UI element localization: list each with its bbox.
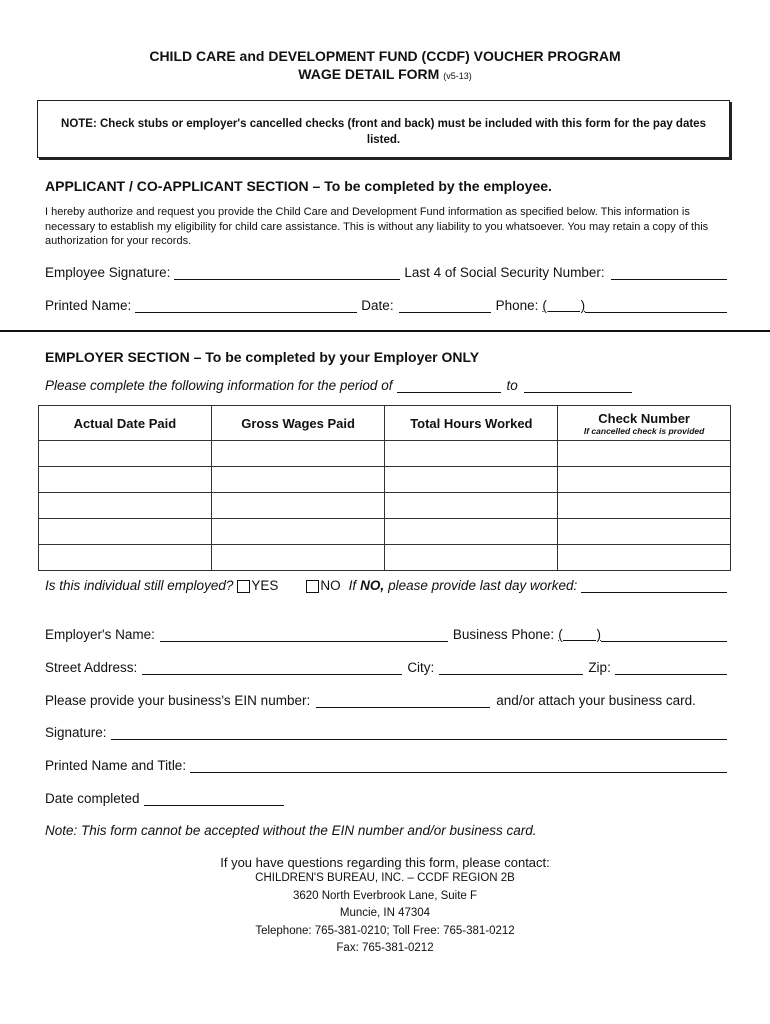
street-address-label: Street Address: [45,660,138,675]
ein-label: Please provide your business's EIN number: [45,693,311,708]
no-checkbox[interactable] [306,580,319,593]
printed-name-row [45,298,727,313]
table-cell[interactable] [385,467,558,493]
wage-table [38,405,731,571]
col-total-hours-worked: Total Hours Worked [385,406,558,441]
table-cell[interactable] [558,493,731,519]
col-check-number [558,406,731,441]
table-cell[interactable] [211,545,385,571]
table-row [39,545,731,571]
contact-org: CHILDREN'S BUREAU, INC. – CCDF REGION 2B [255,872,515,884]
contact-block [0,855,770,958]
table-cell[interactable] [385,441,558,467]
ein-row [45,693,727,708]
table-cell[interactable] [211,519,385,545]
phone-field[interactable] [585,298,727,313]
signature-field[interactable] [111,725,727,740]
table-cell[interactable] [558,467,731,493]
table-cell[interactable] [39,467,212,493]
wage-table-header [39,406,731,441]
period-end-field[interactable] [524,378,632,393]
form-title-line2: WAGE DETAIL FORM [298,66,440,82]
printed-name-title-label: Printed Name and Title: [45,758,187,773]
printed-name-title-row [45,758,727,773]
signature-row [45,725,727,740]
contact-telephone: Telephone: 765-381-0210; Toll Free: 765-381-0212 [255,924,515,937]
form-title [0,48,770,82]
employee-signature-label: Employee Signature: [45,265,171,280]
phone-area-code[interactable]: ( ) [542,298,586,313]
table-cell[interactable] [558,441,731,467]
date-completed-field[interactable] [144,791,284,806]
still-employed-question: Is this individual still employed? [45,578,234,593]
city-field[interactable] [439,660,583,675]
employee-signature-field[interactable] [174,265,400,280]
still-employed-row [45,578,727,593]
street-address-field[interactable] [142,660,402,675]
col-gross-wages-paid: Gross Wages Paid [211,406,385,441]
table-cell[interactable] [39,441,212,467]
col-check-number-sub: If cancelled check is provided [583,425,705,436]
form-version: (v5-13) [443,71,472,81]
col-check-number-label: Check Number [598,410,690,426]
section-divider [0,330,770,332]
contact-address2: Muncie, IN 47304 [339,907,431,920]
contact-question: If you have questions regarding this form, please contact: [220,855,550,870]
business-phone-label: Business Phone: [452,627,555,642]
date-completed-label: Date completed [45,791,140,806]
authorization-paragraph: I hereby authorize and request you provide the Child Care and Development Fund information as specified below. This information is necessary to establish my eligibility for child care assistance. This is without any liability to you whatsoever. You may retain a copy of this authorization for your records. [45,206,709,248]
table-cell[interactable] [39,519,212,545]
ssn-field[interactable] [611,265,727,280]
printed-name-field[interactable] [135,298,357,313]
city-label: City: [407,660,435,675]
employer-name-field[interactable] [160,627,448,642]
business-phone-field[interactable] [601,627,727,642]
table-row [39,441,731,467]
table-row [39,519,731,545]
applicant-section-heading: APPLICANT / CO-APPLICANT SECTION – To be completed by the employee. [45,178,552,194]
table-cell[interactable] [385,519,558,545]
employer-name-label: Employer's Name: [45,627,155,642]
if-no-c: please provide last day worked: [388,578,578,593]
contact-fax: Fax: 765-381-0212 [336,942,434,955]
zip-field[interactable] [615,660,727,675]
date-completed-row [45,791,727,806]
period-to: to [506,378,518,393]
if-no-a: If [348,578,357,593]
phone-label: Phone: [495,298,539,313]
table-cell[interactable] [211,493,385,519]
ssn-label: Last 4 of Social Security Number: [404,265,605,280]
table-row [39,493,731,519]
no-label: NO [320,578,341,593]
signature-label: Signature: [45,725,107,740]
date-field[interactable] [399,298,491,313]
form-title-line1: CHILD CARE and DEVELOPMENT FUND (CCDF) VOUCHER PROGRAM [149,48,621,64]
ein-field[interactable] [316,693,490,708]
yes-label: YES [251,578,279,593]
business-phone-area-code[interactable]: ( ) [558,627,601,642]
table-cell[interactable] [211,467,385,493]
table-cell[interactable] [39,493,212,519]
ein-required-note: Note: This form cannot be accepted without the EIN number and/or business card. [45,823,537,838]
period-text: Please complete the following information for the period of [45,378,393,393]
col-actual-date-paid: Actual Date Paid [39,406,212,441]
employer-section-heading: EMPLOYER SECTION – To be completed by your Employer ONLY [45,349,480,365]
yes-checkbox[interactable] [237,580,250,593]
ein-suffix: and/or attach your business card. [496,693,696,708]
last-day-worked-field[interactable] [581,578,727,593]
if-no-b: NO, [360,578,385,593]
table-cell[interactable] [558,545,731,571]
period-row [45,378,685,393]
address-row [45,660,727,675]
printed-name-title-field[interactable] [190,758,727,773]
table-cell[interactable] [211,441,385,467]
note-text: NOTE: Check stubs or employer's cancelled checks (front and back) must be included with this form for the pay dates listed. [61,118,706,146]
note-box [37,100,730,158]
table-cell[interactable] [385,545,558,571]
table-cell[interactable] [558,519,731,545]
table-row [39,467,731,493]
employee-signature-row [45,265,727,280]
table-cell[interactable] [39,545,212,571]
table-cell[interactable] [385,493,558,519]
printed-name-label: Printed Name: [45,298,132,313]
period-start-field[interactable] [397,378,501,393]
contact-address1: 3620 North Everbrook Lane, Suite F [292,889,478,902]
employer-name-row [45,627,727,642]
date-label: Date: [361,298,394,313]
zip-label: Zip: [588,660,611,675]
